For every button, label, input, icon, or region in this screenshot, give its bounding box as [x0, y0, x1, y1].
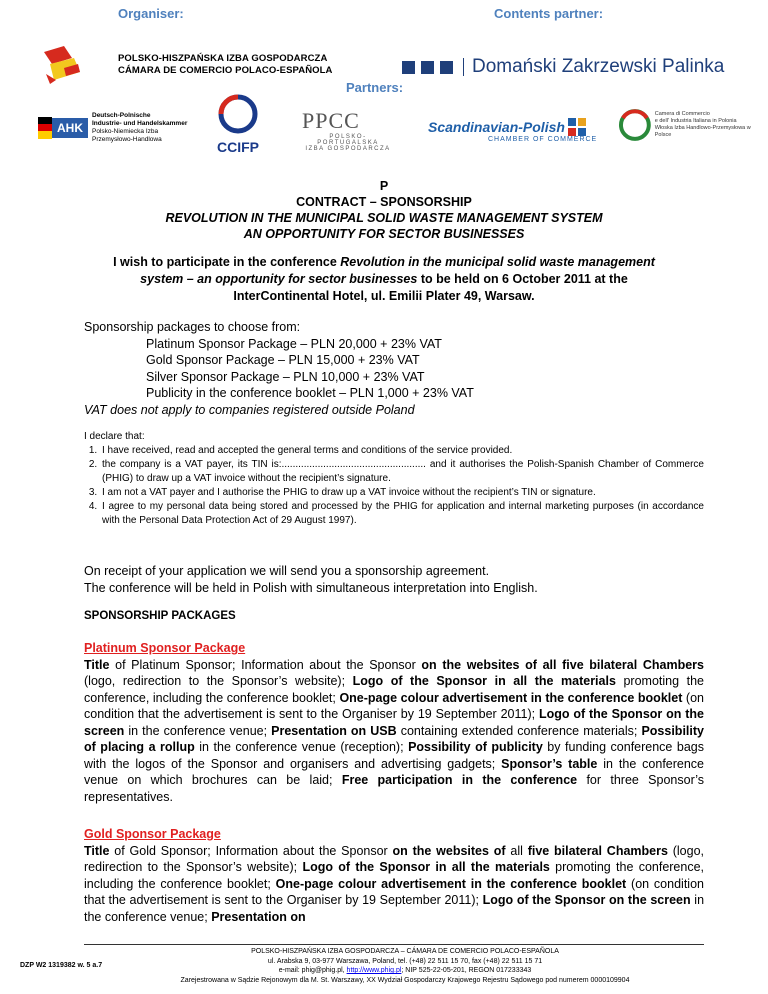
ppcc-sub2: IZBA GOSPODARCZA — [305, 146, 391, 152]
partners-label: Partners: — [346, 80, 404, 95]
ahk-line1: Deutsch-Polnische — [92, 112, 151, 119]
ahk-line2: Industrie- und Handelskammer — [92, 120, 188, 127]
ahk-line3: Polsko-Niemiecka Izba — [92, 128, 159, 135]
website-link[interactable]: http://www.phig.pl — [346, 967, 402, 974]
ccifp-emblem-icon — [213, 94, 263, 134]
ahk-line4: Przemysłowo-Handlowa — [92, 136, 162, 143]
ppcc-name: PPCC — [302, 108, 360, 133]
gold-section — [84, 826, 704, 925]
it-line1: Camera di Commercio — [654, 111, 710, 117]
ppcc-sub1: POLSKO-PORTUGALSKA — [317, 134, 379, 146]
chamber-squares-icon — [568, 118, 586, 136]
packages-heading: Sponsorship packages to choose from: — [84, 320, 301, 334]
package-option: Platinum Sponsor Package – PLN 20,000 + 23% VAT — [146, 336, 442, 351]
declaration-item: 1. I have received, read and accepted the general terms and conditions of the service provided. — [100, 444, 704, 458]
organiser-label: Organiser: — [118, 6, 184, 21]
vat-note: VAT does not apply to companies registered outside Poland — [84, 402, 415, 417]
document-title — [0, 178, 768, 242]
square-icon — [440, 61, 453, 74]
scand-name: Scandinavian-Polish — [428, 119, 565, 135]
contents-partner-name: Domański Zakrzewski Palinka — [472, 56, 725, 77]
ahk-logo — [38, 112, 187, 144]
footer — [60, 947, 750, 985]
title-line1: CONTRACT – SPONSORSHIP — [296, 195, 472, 209]
platinum-section — [84, 640, 704, 805]
scandinavian-polish-logo — [428, 118, 597, 143]
receipt-note — [84, 563, 704, 596]
gold-description: Title of Gold Sponsor; Information about the Sponsor on the websites of all five bilateral Chambers (logo, redirection to the Sponsor’s website); Logo of the Sponsor in all the materials promoting the conference, including the conference booklet; One-page colour advertisement in the conference booklet (on condition that the advertisement is sent to the Organiser by 19 September 2011); Logo of the Sponsor on the screen in the conference venue; Presentation on — [84, 843, 705, 924]
it-line2: e dell' Industria Italiana in Polonia — [654, 118, 737, 124]
footer-line2: ul. Arabska 9, 03-977 Warszawa, Poland, tel. (+48) 22 511 15 70, fax (+48) 22 511 15 71 — [267, 957, 543, 965]
package-option: Publicity in the conference booklet – PLN 1,000 + 23% VAT — [146, 386, 474, 400]
ccifp-logo — [206, 94, 270, 155]
ahk-badge: AHK — [52, 118, 88, 138]
platinum-heading: Platinum Sponsor Package — [84, 641, 246, 655]
receipt-line1: On receipt of your application we will send you a sponsorship agreement. — [84, 564, 490, 578]
italian-chamber-logo — [618, 108, 768, 142]
document-code: DZP W2 1319382 w. 5 a.7 — [20, 962, 103, 969]
footer-line4: Zarejestrowana w Sądzie Rejonowym dla M. St. Warszawy, XX Wydział Gospodarczy Krajowego Rejestru Sądowego pod numerem 0000109904 — [180, 976, 630, 984]
footer-divider — [84, 944, 704, 945]
title-line3: AN OPPORTUNITY FOR SECTOR BUSINESSES — [243, 227, 525, 241]
declaration-item: 4. I agree to my personal data being stored and processed by the PHIG for application and internal marketing purposes (in accordance with the Personal Data Protection Act of 29 August 1997). — [100, 500, 704, 528]
title-line2: REVOLUTION IN THE MUNICIPAL SOLID WASTE MANAGEMENT SYSTEM — [165, 211, 603, 225]
footer-line3: e-mail: phig@phig.pl, http://www.phig.pl; NIP 525-22-05-201, REGON 017233343 — [278, 967, 532, 974]
it-line3: Włoska Izba Handlowo-Przemysłowa w Polsce — [654, 125, 751, 138]
square-icon — [402, 61, 415, 74]
declaration-heading: I declare that: — [84, 431, 145, 442]
gold-heading: Gold Sponsor Package — [84, 827, 221, 841]
contents-partner-logo — [402, 56, 724, 78]
ccifp-name: CCIFP — [217, 139, 259, 155]
divider — [463, 58, 464, 76]
intro-text-1: I wish to participate in the conference — [113, 255, 341, 269]
packages-list — [84, 319, 704, 418]
scand-sub: CHAMBER OF COMMERCE — [488, 136, 598, 143]
declaration-item: 3. I am not a VAT payer and I authorise the PHIG to draw up a VAT invoice without the recipient’s TIN or signature. — [100, 486, 704, 500]
ppcc-logo — [302, 108, 394, 152]
package-option: Gold Sponsor Package – PLN 15,000 + 23% VAT — [146, 353, 420, 367]
square-icon — [421, 61, 434, 74]
organiser-name-line2: CÁMARA DE COMERCIO POLACO-ESPAÑOLA — [118, 65, 333, 76]
title-letter: P — [379, 179, 389, 193]
package-option: Silver Sponsor Package – PLN 10,000 + 23% VAT — [146, 369, 425, 384]
declaration — [84, 430, 704, 528]
declaration-item: 2. the company is a VAT payer, its TIN is:.................................................... and it authorises the Polish-Spanish Chamber of Commerce (PHIG) to draw up a VAT invoice without the recipient’s signature. — [100, 458, 704, 486]
platinum-description: Title of Platinum Sponsor; Information about the Sponsor on the websites of all five bilateral Chambers (logo, redirection to the Sponsor’s website); Logo of the Sponsor in all the materials promoting the conference, including the conference booklet; One-page colour advertisement in the conference booklet (on condition that the advertisement is sent to the Organiser by 19 September 2011); Logo of the Sponsor on the screen in the conference venue; Presentation on USB containing extended conference materials; Possibility of placing a rollup in the conference venue (reception); Possibility of publicity by funding conference bags with the logos of the Sponsor and organisers and advertising gadgets; Sponsor’s table in the conference venue on which brochures can be laid; Free participation in the conference for three Sponsor’s representatives. — [84, 657, 705, 804]
organiser-flag-icon — [42, 44, 82, 86]
footer-line1: POLSKO-HISZPAŃSKA IZBA GOSPODARCZA – CÁMARA DE COMERCIO POLACO-ESPAÑOLA — [251, 948, 559, 955]
intro-conference-name: Revolution in the municipal solid waste management system – an opportunity for sector businesses — [140, 255, 655, 286]
intro-text-2: to be held on 6 October 2011 at the InterContinental Hotel, ul. Emilii Plater 49, Warsaw. — [233, 272, 628, 303]
sponsorship-heading: SPONSORSHIP PACKAGES — [84, 610, 236, 622]
italian-chamber-emblem-icon — [618, 108, 652, 142]
contents-partner-label: Contents partner: — [494, 6, 604, 21]
organiser-name-line1: POLSKO-HISZPAŃSKA IZBA GOSPODARCZA — [118, 53, 328, 64]
intro-paragraph — [110, 254, 658, 305]
flag-icon — [38, 117, 52, 139]
organiser-logo — [42, 44, 333, 86]
receipt-line2: The conference will be held in Polish with simultaneous interpretation into English. — [84, 580, 538, 595]
